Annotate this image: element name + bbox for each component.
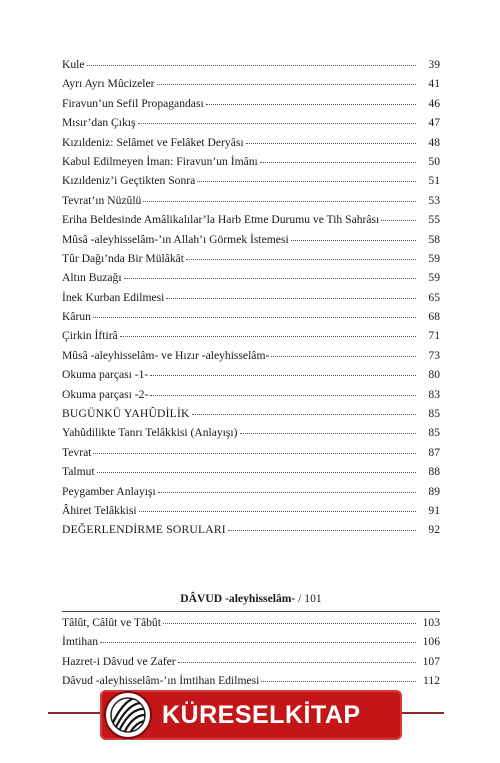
toc-entry-page: 39 xyxy=(428,58,440,71)
table-of-contents xyxy=(62,58,440,543)
toc-leader-dots xyxy=(240,433,417,434)
brand-name: KÜRESELKİTAP xyxy=(162,700,361,729)
toc-entry xyxy=(62,271,440,290)
toc-entry-page: 106 xyxy=(422,635,440,649)
toc-entry-title: Kızıldeniz’i Geçtikten Sonra xyxy=(62,174,196,188)
toc-leader-dots xyxy=(381,220,416,221)
toc-entry-title: Mûsâ -aleyhisselâm-’ın Allah’ı Görmek İstemesi xyxy=(62,232,289,246)
chapter-heading xyxy=(62,590,440,608)
toc-leader-dots xyxy=(186,259,416,260)
toc-entry-page: 107 xyxy=(422,654,440,668)
toc-leader-dots xyxy=(143,201,416,202)
toc-entry-page: 91 xyxy=(428,503,440,517)
globe-stripes-icon xyxy=(104,691,152,739)
toc-entry xyxy=(62,136,440,155)
toc-entry-page: 80 xyxy=(428,368,440,382)
chapter-heading-title: DÂVUD -aleyhisselâm- xyxy=(180,592,296,605)
toc-leader-dots xyxy=(87,65,416,66)
toc-entry-title: Hazret-i Dâvud ve Zafer xyxy=(62,654,176,668)
toc-leader-dots xyxy=(206,104,416,105)
toc-entry-title: Okuma parçası -1- xyxy=(62,368,149,382)
toc-entry-page: 58 xyxy=(428,232,440,246)
toc-entry-page: 73 xyxy=(428,348,440,362)
toc-leader-dots xyxy=(291,240,416,241)
toc-entry xyxy=(62,155,440,174)
toc-entry-page: 71 xyxy=(428,329,440,343)
toc-entry-title: Peygamber Anlayışı xyxy=(62,484,156,498)
toc-entry-page: 87 xyxy=(428,445,440,459)
toc-entry xyxy=(62,368,440,387)
toc-entry-title: Kabul Edilmeyen İman: Firavun’un İmânı xyxy=(62,154,258,168)
toc-entry-page: 47 xyxy=(428,116,440,130)
toc-leader-dots xyxy=(178,662,416,663)
toc-leader-dots xyxy=(228,530,416,531)
toc-entry-page: 51 xyxy=(428,174,440,188)
chapter-heading-page: / 101 xyxy=(298,592,322,605)
toc-entry-title: Kule xyxy=(62,58,85,71)
toc-entry-title: Kızıldeniz: Selâmet ve Felâket Deryâsı xyxy=(62,135,244,149)
toc-leader-dots xyxy=(158,492,416,493)
toc-entry xyxy=(62,233,440,252)
toc-entry-title: Mûsâ -aleyhisselâm- ve Hızır -aleyhisselâm- xyxy=(62,348,270,362)
toc-entry-title: Âhiret Telâkkisi xyxy=(62,503,137,517)
toc-leader-dots xyxy=(138,123,416,124)
toc-leader-dots xyxy=(124,278,416,279)
toc-entry-page: 65 xyxy=(428,290,440,304)
toc-entry-title: Eriha Beldesinde Amâlikalılar’la Harb Etme Durumu ve Tih Sahrâsı xyxy=(62,213,380,227)
toc-entry-page: 83 xyxy=(428,387,440,401)
toc-entry-page: 103 xyxy=(422,616,440,629)
toc-leader-dots xyxy=(120,336,416,337)
toc-entry-title: BUGÜNKÜ YAHÛDİLİK xyxy=(62,407,190,421)
toc-entry xyxy=(62,523,440,542)
banner-line-left xyxy=(48,712,100,714)
toc-entry-title: İnek Kurban Edilmesi xyxy=(62,290,165,304)
toc-leader-dots xyxy=(246,143,416,144)
toc-leader-dots xyxy=(150,375,416,376)
toc-entry xyxy=(62,407,440,426)
chapter-items xyxy=(62,616,440,694)
toc-entry xyxy=(62,174,440,193)
toc-leader-dots xyxy=(93,317,416,318)
toc-entry-page: 46 xyxy=(428,96,440,110)
toc-entry-title: Firavun’un Sefil Propagandası xyxy=(62,96,204,110)
toc-entry xyxy=(62,291,440,310)
banner-line-right xyxy=(402,712,444,714)
toc-entry xyxy=(62,97,440,116)
toc-entry-title: Ayrı Ayrı Mûcizeler xyxy=(62,77,155,91)
toc-leader-dots xyxy=(261,681,416,682)
toc-entry xyxy=(62,504,440,523)
toc-entry-title: Altın Buzağı xyxy=(62,271,122,285)
toc-leader-dots xyxy=(139,511,416,512)
publisher-banner xyxy=(100,690,402,740)
toc-entry xyxy=(62,77,440,96)
toc-entry-title: Tûr Dağı’nda Bir Mülâkât xyxy=(62,251,185,265)
toc-entry xyxy=(62,616,440,635)
toc-entry xyxy=(62,426,440,445)
toc-entry xyxy=(62,58,440,77)
toc-leader-dots xyxy=(271,356,416,357)
toc-entry xyxy=(62,446,440,465)
toc-entry xyxy=(62,213,440,232)
toc-entry xyxy=(62,485,440,504)
toc-entry xyxy=(62,252,440,271)
toc-entry-title: Çirkin İftirâ xyxy=(62,329,118,343)
toc-entry-page: 59 xyxy=(428,251,440,265)
toc-leader-dots xyxy=(93,453,416,454)
chapter-divider xyxy=(62,611,440,612)
toc-entry-title: Tâlût, Câlût ve Tâbût xyxy=(62,616,161,629)
toc-leader-dots xyxy=(197,181,416,182)
toc-leader-dots xyxy=(150,395,416,396)
toc-entry-page: 85 xyxy=(428,426,440,440)
toc-leader-dots xyxy=(166,298,416,299)
toc-entry-title: Yahûdilikte Tanrı Telâkkisi (Anlayışı) xyxy=(62,426,238,440)
toc-entry-title: Tevrat xyxy=(62,445,92,459)
toc-entry xyxy=(62,194,440,213)
toc-entry-title: Talmut xyxy=(62,465,95,479)
toc-entry-title: İmtihan xyxy=(62,635,99,649)
toc-leader-dots xyxy=(157,84,416,85)
toc-entry-page: 55 xyxy=(428,213,440,227)
toc-entry-title: DEĞERLENDİRME SORULARI xyxy=(62,523,226,537)
toc-entry-page: 68 xyxy=(428,310,440,324)
toc-entry-page: 50 xyxy=(428,154,440,168)
chapter-section-davud xyxy=(62,590,440,694)
toc-entry-page: 89 xyxy=(428,484,440,498)
toc-entry xyxy=(62,635,440,654)
toc-leader-dots xyxy=(260,162,416,163)
toc-entry xyxy=(62,465,440,484)
toc-entry xyxy=(62,388,440,407)
toc-leader-dots xyxy=(192,414,416,415)
toc-entry-page: 48 xyxy=(428,135,440,149)
toc-entry-title: Tevrat’ın Nüzûlü xyxy=(62,193,142,207)
toc-leader-dots xyxy=(163,623,416,624)
toc-entry xyxy=(62,655,440,674)
toc-entry-page: 41 xyxy=(428,77,440,91)
toc-entry-page: 92 xyxy=(428,523,440,537)
toc-entry xyxy=(62,116,440,135)
toc-entry-title: Mısır’dan Çıkış xyxy=(62,116,136,130)
toc-leader-dots xyxy=(97,472,416,473)
toc-entry xyxy=(62,329,440,348)
toc-leader-dots xyxy=(100,642,416,643)
toc-entry xyxy=(62,310,440,329)
toc-entry-title: Kârun xyxy=(62,310,91,324)
toc-entry-page: 112 xyxy=(423,674,440,688)
toc-entry-page: 53 xyxy=(428,193,440,207)
toc-entry-page: 88 xyxy=(428,465,440,479)
toc-entry xyxy=(62,349,440,368)
toc-entry-page: 59 xyxy=(428,271,440,285)
toc-entry-page: 85 xyxy=(428,407,440,421)
toc-entry-title: Okuma parçası -2- xyxy=(62,387,149,401)
toc-entry-title: Dâvud -aleyhisselâm-’ın İmtihan Edilmesi xyxy=(62,674,260,688)
